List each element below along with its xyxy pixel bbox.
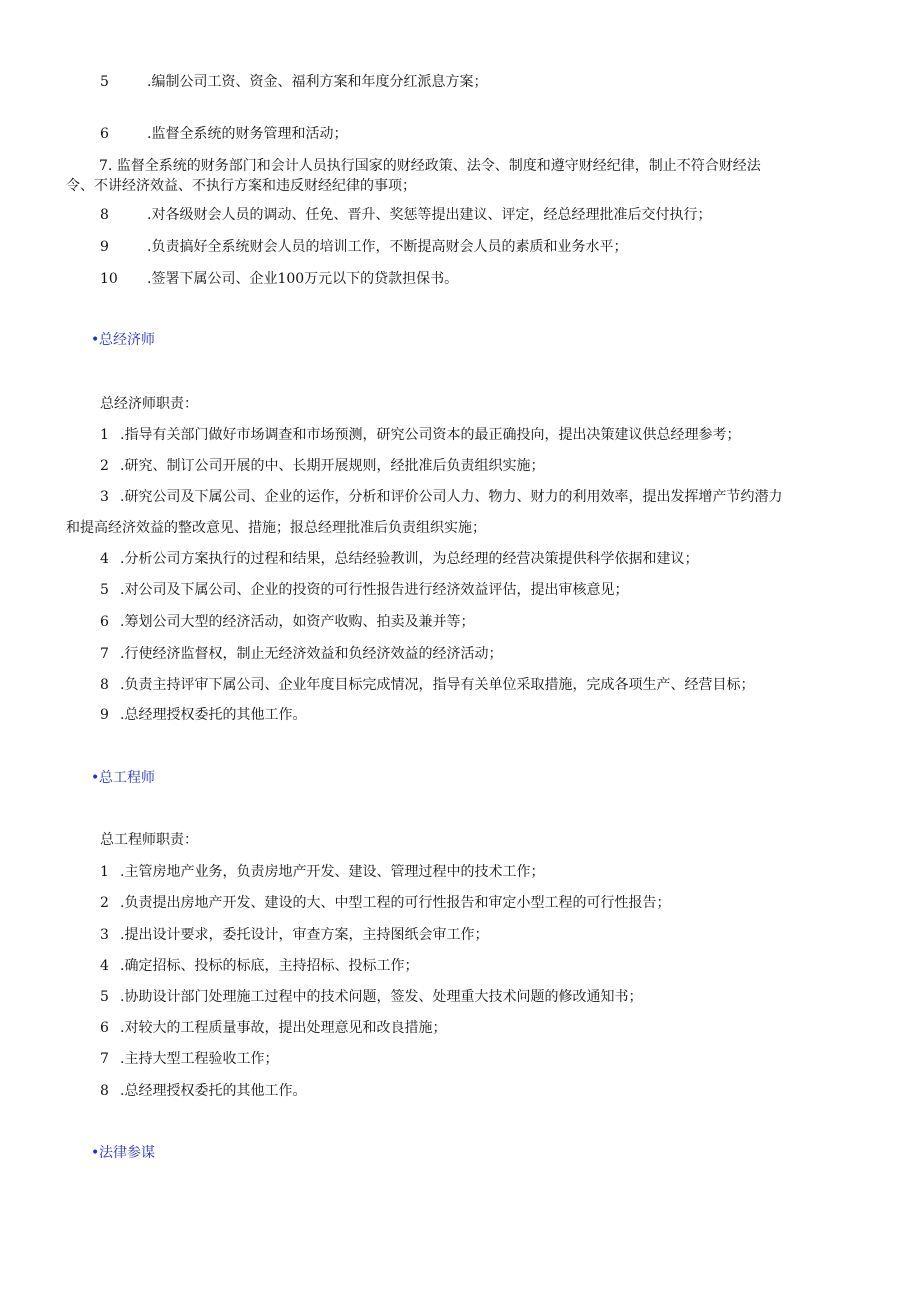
item-number: 6 <box>100 126 109 142</box>
engineer-item-7 <box>100 1049 278 1069</box>
economist-item-4 <box>100 549 698 569</box>
item-text: .提出设计要求，委托设计，审查方案，主持图纸会审工作； <box>120 927 489 943</box>
item-text: .行使经济监督权，制止无经济效益和负经济效益的经济活动； <box>120 646 503 662</box>
section-heading-legal <box>91 1143 155 1163</box>
item-text: .负责主持评审下属公司、企业年度目标完成情况，指导有关单位采取措施，完成各项生产、经营目标； <box>120 677 755 693</box>
item-text: .总经理授权委托的其他工作。 <box>120 1083 307 1099</box>
finance-item-5 <box>100 72 487 92</box>
item-number: 3 <box>100 927 109 943</box>
engineer-item-5 <box>100 987 642 1007</box>
item-text: .签署下属公司、企业100万元以下的贷款担保书。 <box>147 271 459 287</box>
item-number: 7 <box>100 646 109 662</box>
item-number: 2 <box>100 895 109 911</box>
engineer-item-3 <box>100 925 488 945</box>
economist-item-3-line2 <box>66 518 486 538</box>
item-number: 4 <box>100 551 109 567</box>
economist-item-9 <box>100 705 306 725</box>
finance-item-7-line1 <box>99 156 761 176</box>
item-number: 4 <box>100 958 109 974</box>
economist-item-7 <box>100 644 502 664</box>
item-text: .监督全系统的财务管理和活动； <box>147 126 348 142</box>
item-text: .负责搞好全系统财会人员的培训工作，不断提高财会人员的素质和业务水平； <box>147 239 628 255</box>
economist-item-5 <box>100 580 628 600</box>
item-text: 令、不讲经济效益、不执行方案和违反财经纪律的事项； <box>66 178 416 194</box>
bullet-icon: • <box>91 770 100 786</box>
engineer-item-4 <box>100 956 418 976</box>
item-text: .指导有关部门做好市场调查和市场预测，研究公司资本的最正确投向，提出决策建议供总经理参考； <box>120 427 741 443</box>
bullet-icon: • <box>91 1145 100 1161</box>
economist-item-2 <box>100 456 544 476</box>
item-number: 8 <box>100 1083 109 1099</box>
item-number: 5 <box>100 74 109 90</box>
item-text: .负责提出房地产开发、建设的大、中型工程的可行性报告和审定小型工程的可行性报告； <box>120 895 671 911</box>
finance-item-10 <box>100 269 458 289</box>
item-number: 6 <box>100 1020 109 1036</box>
engineer-item-6 <box>100 1018 446 1038</box>
item-text: 和提高经济效益的整改意见、措施；报总经理批准后负责组织实施； <box>66 520 486 536</box>
finance-item-9 <box>100 237 627 257</box>
item-number: 8 <box>100 677 109 693</box>
finance-item-6 <box>100 124 347 144</box>
item-text: .研究、制订公司开展的中、长期开展规则，经批准后负责组织实施； <box>120 458 545 474</box>
item-number: 9 <box>100 707 109 723</box>
item-number: 5 <box>100 989 109 1005</box>
intro-text: 总工程师职责： <box>100 832 198 848</box>
item-number: 1 <box>100 864 109 880</box>
finance-item-8 <box>100 205 711 225</box>
section-heading-engineer <box>91 768 155 788</box>
item-text: .对公司及下属公司、企业的投资的可行性报告进行经济效益评估，提出审核意见； <box>120 582 629 598</box>
heading-text: 法律参谋 <box>99 1145 155 1161</box>
item-number: 6 <box>100 614 109 630</box>
item-text: .编制公司工资、资金、福利方案和年度分红派息方案； <box>147 74 488 90</box>
item-text: .对较大的工程质量事故，提出处理意见和改良措施； <box>120 1020 447 1036</box>
item-number: 8 <box>100 207 109 223</box>
section-heading-economist <box>91 330 155 350</box>
engineer-item-2 <box>100 893 670 913</box>
item-text: .分析公司方案执行的过程和结果，总结经验教训，为总经理的经营决策提供科学依据和建议； <box>120 551 699 567</box>
item-text: .总经理授权委托的其他工作。 <box>120 707 307 723</box>
economist-item-1 <box>100 425 740 445</box>
item-number: 10 <box>100 271 118 287</box>
item-number: 5 <box>100 582 109 598</box>
item-number: 7 <box>100 1051 109 1067</box>
item-number: 9 <box>100 239 109 255</box>
heading-text: 总工程师 <box>99 770 155 786</box>
intro-text: 总经济师职责： <box>100 396 198 412</box>
economist-intro <box>100 394 198 414</box>
bullet-icon: • <box>91 332 100 348</box>
economist-item-3-line1 <box>100 487 782 507</box>
item-text: .对各级财会人员的调动、任免、晋升、奖惩等提出建议、评定，经总经理批准后交付执行； <box>147 207 712 223</box>
item-text: .协助设计部门处理施工过程中的技术问题，签发、处理重大技术问题的修改通知书； <box>120 989 643 1005</box>
item-number: 1 <box>100 427 109 443</box>
finance-item-7-line2 <box>66 176 416 196</box>
item-number: 3 <box>100 489 109 505</box>
economist-item-6 <box>100 612 474 632</box>
engineer-item-1 <box>100 862 544 882</box>
heading-text: 总经济师 <box>99 332 155 348</box>
engineer-item-8 <box>100 1081 306 1101</box>
item-text: 7. 监督全系统的财务部门和会计人员执行国家的财经政策、法令、制度和遵守财经纪律，制止不符合财经法 <box>99 158 761 174</box>
economist-item-8 <box>100 675 754 695</box>
item-text: .主管房地产业务，负责房地产开发、建设、管理过程中的技术工作； <box>120 864 545 880</box>
item-number: 2 <box>100 458 109 474</box>
item-text: .研究公司及下属公司、企业的运作，分析和评价公司人力、物力、财力的利用效率，提出发挥增产节约潜力 <box>120 489 783 505</box>
item-text: .确定招标、投标的标底，主持招标、投标工作； <box>120 958 419 974</box>
item-text: .主持大型工程验收工作； <box>120 1051 279 1067</box>
item-text: .筹划公司大型的经济活动，如资产收购、拍卖及兼并等； <box>120 614 475 630</box>
engineer-intro <box>100 830 198 850</box>
